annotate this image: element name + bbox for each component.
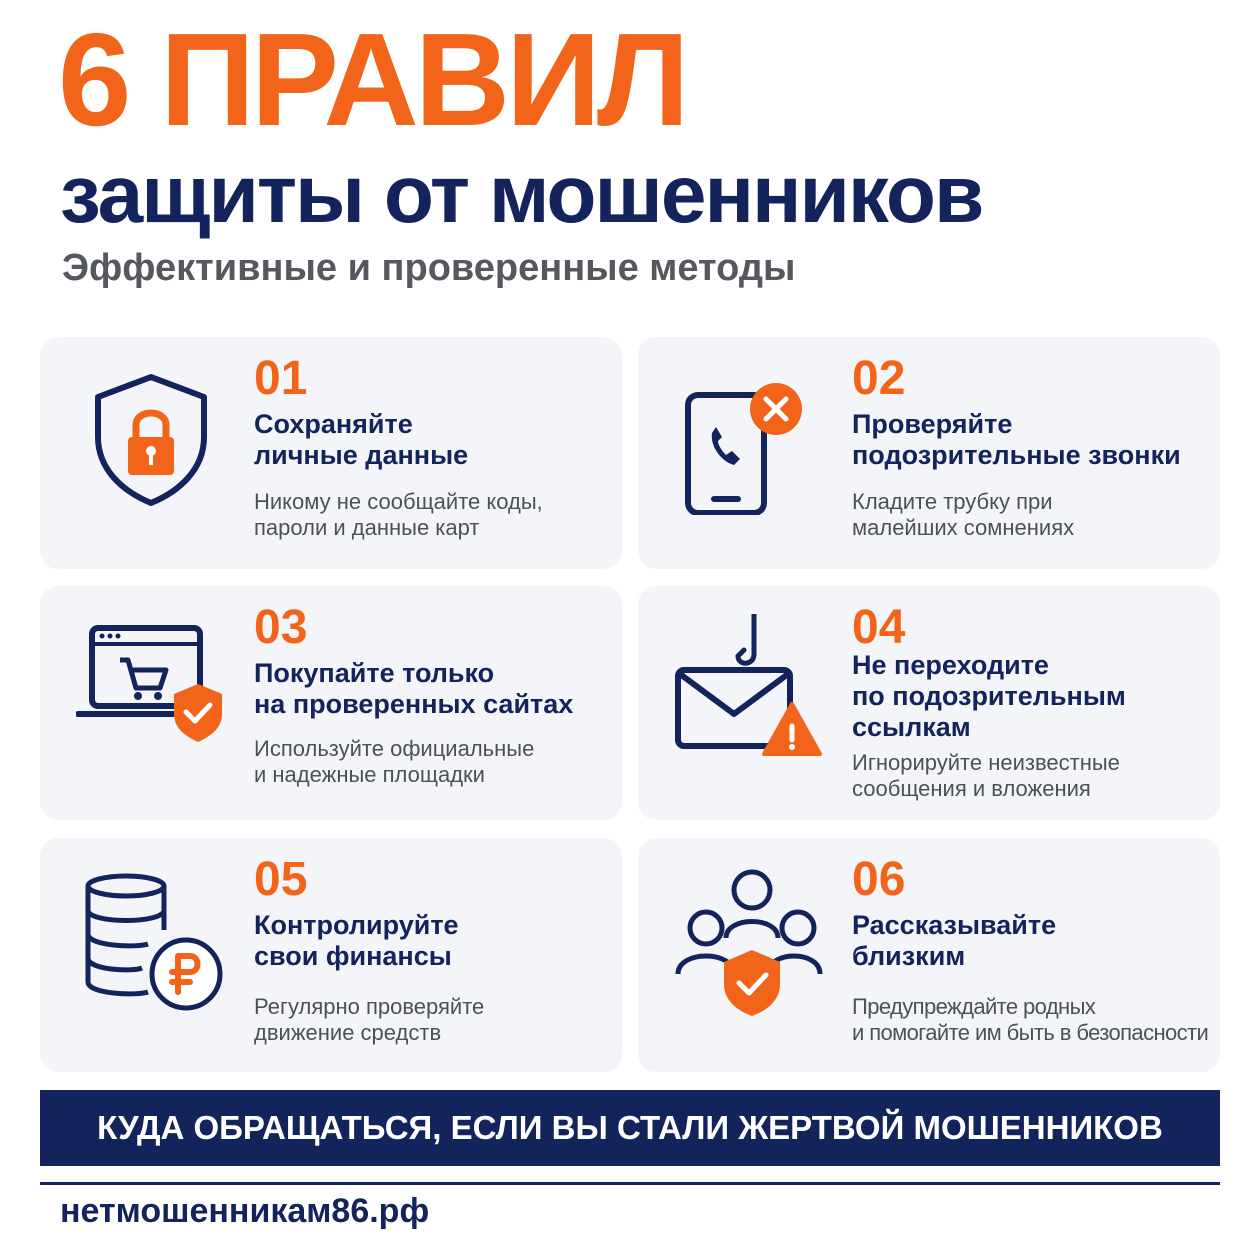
page-title-main: 6 ПРАВИЛ bbox=[58, 6, 686, 153]
rule-description: Игнорируйте неизвестные сообщения и вложения bbox=[852, 750, 1120, 801]
laptop-cart-shield-icon bbox=[76, 614, 226, 764]
phishing-envelope-warning-icon bbox=[674, 614, 824, 764]
rule-heading: Рассказывайте близким bbox=[852, 910, 1057, 971]
shield-lock-icon bbox=[76, 365, 226, 515]
divider bbox=[40, 1182, 1220, 1185]
rule-description: Никому не сообщайте коды, пароли и данные карт bbox=[254, 489, 543, 540]
rule-card-05 bbox=[40, 838, 622, 1072]
rule-card-01 bbox=[40, 337, 622, 569]
rule-number: 04 bbox=[852, 601, 906, 654]
rule-number: 02 bbox=[852, 352, 906, 405]
rule-description: Регулярно проверяйте движение средств bbox=[254, 994, 485, 1045]
rule-heading: Контролируйте свои финансы bbox=[254, 910, 459, 971]
website-link[interactable]: нетмошенникам86.рф bbox=[60, 1192, 430, 1230]
phone-reject-icon bbox=[674, 365, 824, 515]
rule-number: 01 bbox=[254, 352, 308, 405]
rule-card-03 bbox=[40, 586, 622, 820]
help-banner: КУДА ОБРАЩАТЬСЯ, ЕСЛИ ВЫ СТАЛИ ЖЕРТВОЙ МОШЕННИКОВ bbox=[40, 1090, 1220, 1166]
rule-description: Используйте официальные и надежные площадки bbox=[254, 736, 535, 787]
rule-number: 03 bbox=[254, 601, 308, 654]
rule-heading: Сохраняйте личные данные bbox=[254, 409, 469, 470]
coins-ruble-icon bbox=[76, 866, 226, 1016]
page-title-sub: защиты от мошенников bbox=[60, 149, 983, 240]
rule-card-02 bbox=[638, 337, 1220, 569]
rule-number: 05 bbox=[254, 853, 308, 906]
rule-heading: Не переходите по подозрительным ссылкам bbox=[852, 650, 1126, 742]
rule-card-04 bbox=[638, 586, 1220, 820]
people-shield-icon bbox=[674, 866, 824, 1016]
rule-card-06 bbox=[638, 838, 1220, 1072]
rule-number: 06 bbox=[852, 853, 906, 906]
rule-heading: Проверяйте подозрительные звонки bbox=[852, 409, 1181, 470]
rule-description: Кладите трубку при малейших сомнениях bbox=[852, 489, 1075, 540]
rule-heading: Покупайте только на проверенных сайтах bbox=[254, 658, 574, 719]
rule-description: Предупреждайте родных и помогайте им быть в безопасности bbox=[852, 994, 1209, 1045]
page-tagline: Эффективные и проверенные методы bbox=[62, 247, 796, 289]
